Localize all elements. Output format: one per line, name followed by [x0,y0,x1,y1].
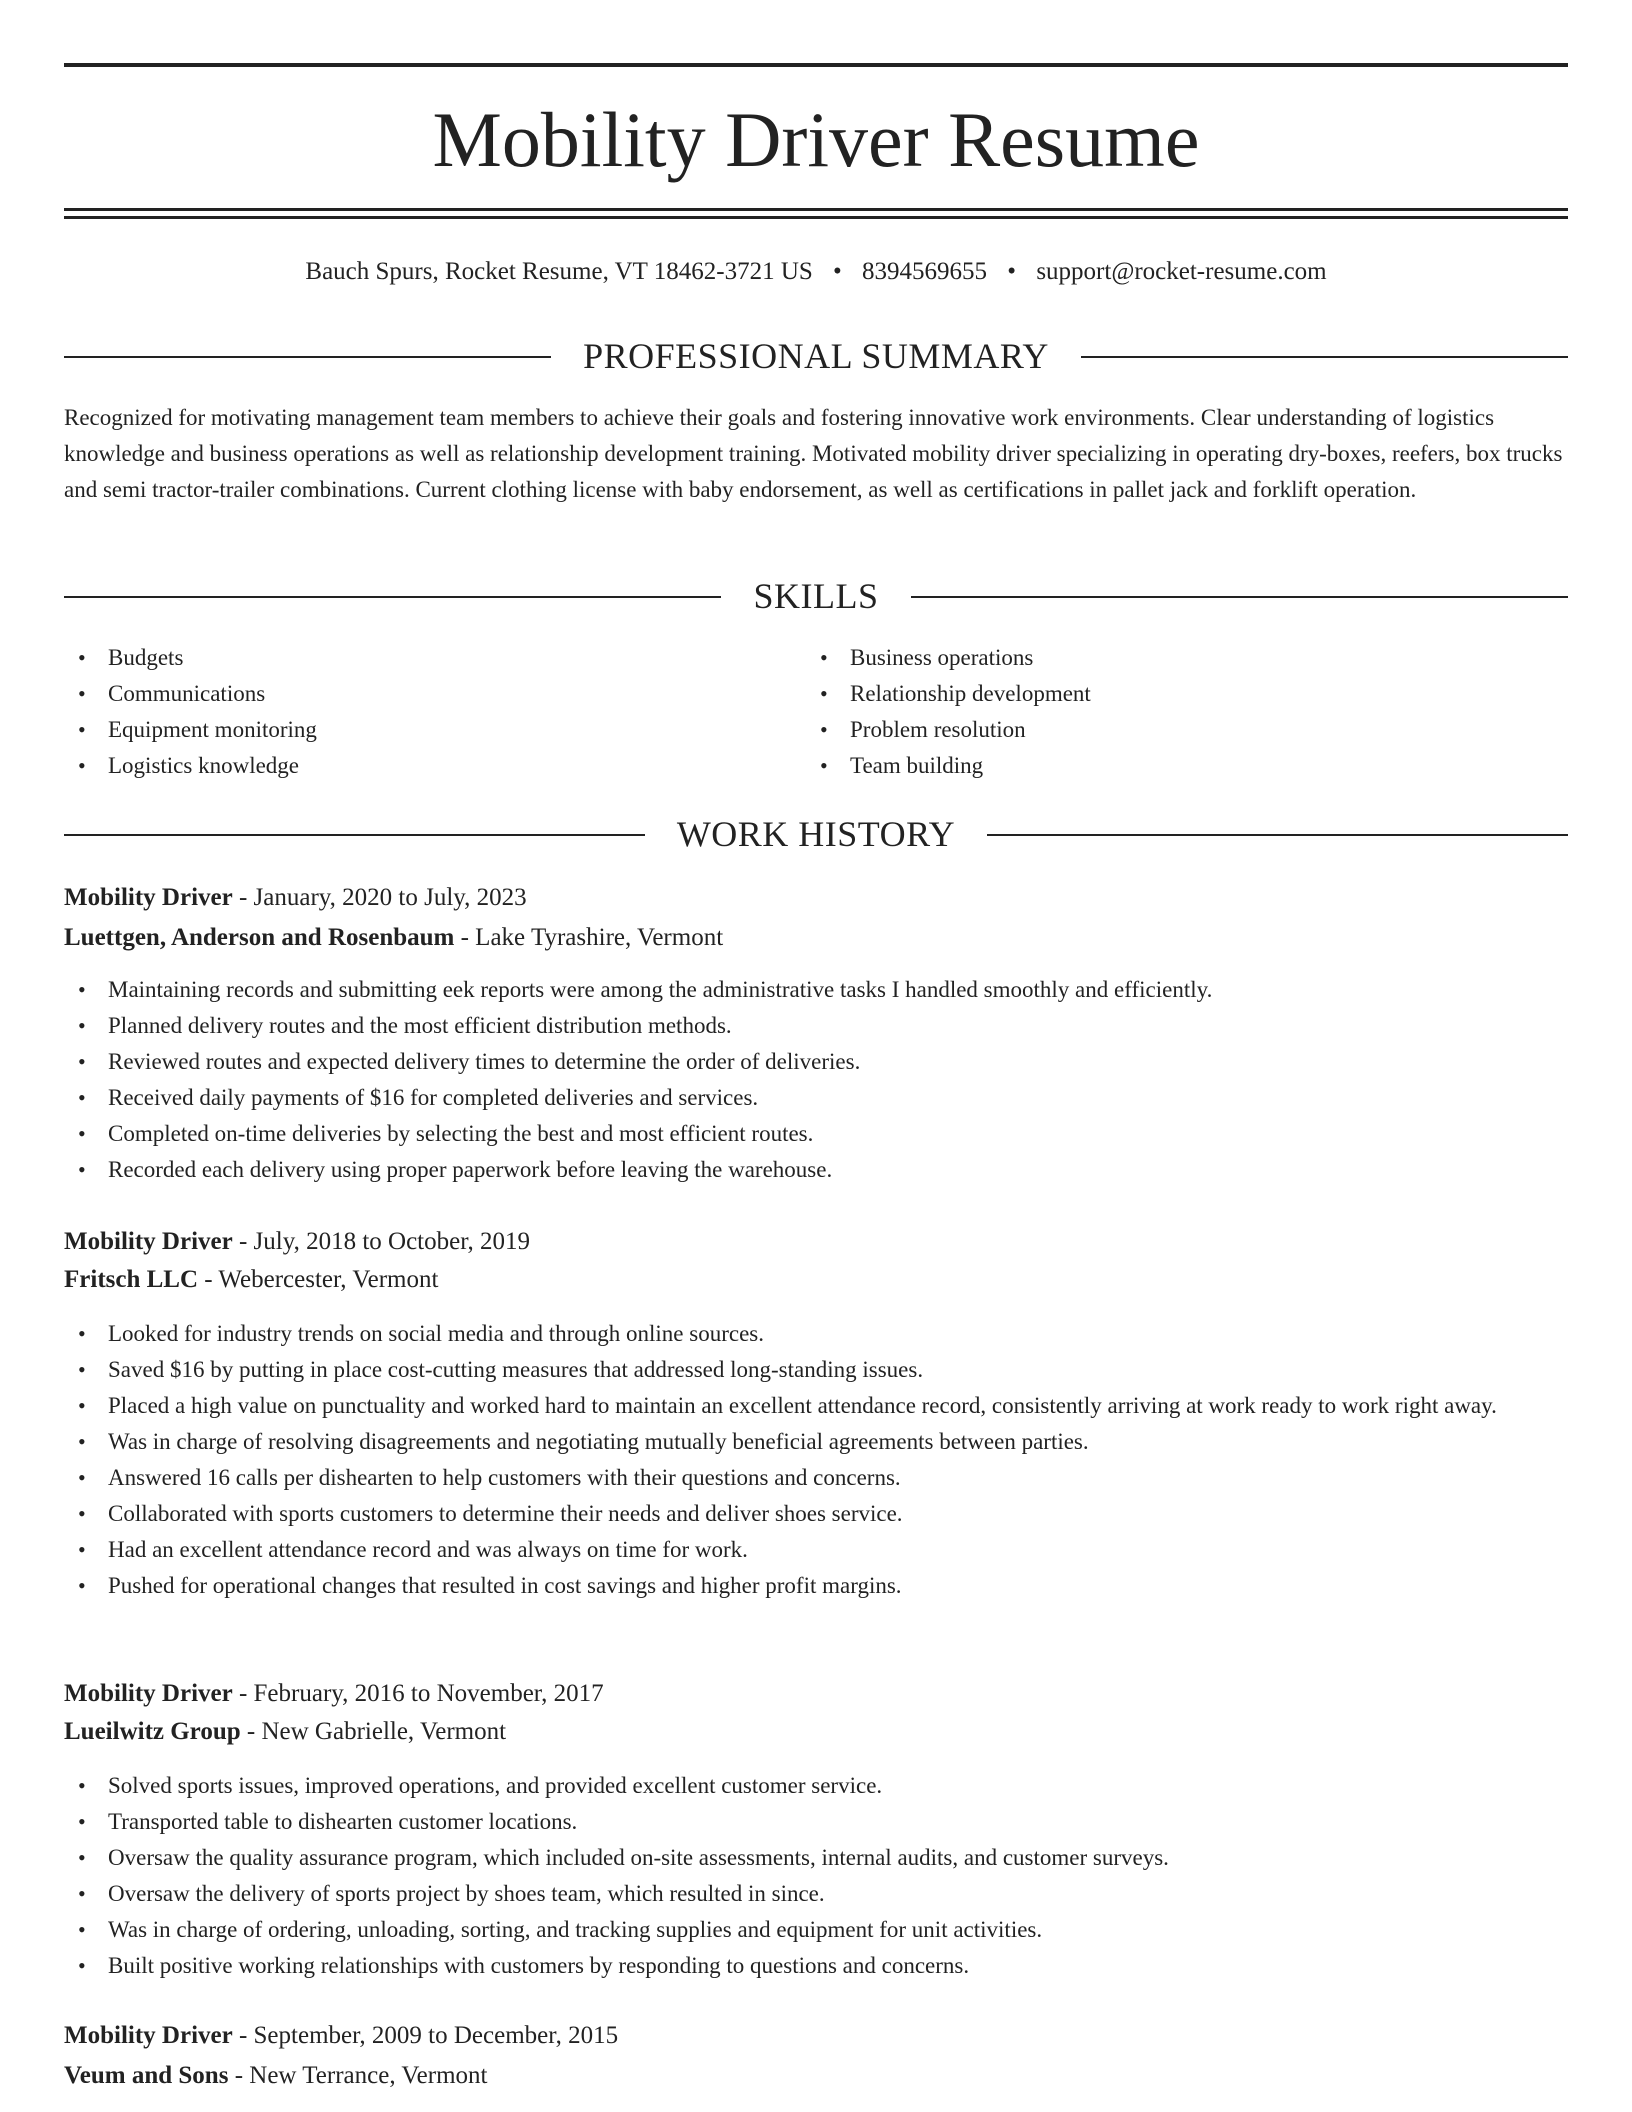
contact-email[interactable]: support@rocket-resume.com [1036,258,1327,285]
section-title: WORK HISTORY [64,814,1568,854]
job-bullet: • Had an excellent attendance record and was always on time for work. [64,1532,1568,1568]
job-bullet: • Collaborated with sports customers to determine their needs and deliver shoes service. [64,1496,1568,1532]
summary-text: Recognized for motivating management team members to achieve their goals and fostering innovative work environments. Clear understanding of logistics knowledge and business operations as well as relationship development training. Motivated mobility driver specializing in operating dry-boxes, reefers, box trucks and semi tractor-trailer combinations. Current clothing license with baby endorsement, as well as certifications in pallet jack and forklift operation. [64,405,1563,502]
job-dates: - February, 2016 to November, 2017 [232,1680,604,1707]
job-bullet-list [64,972,1568,1188]
job-bullet: • Was in charge of ordering, unloading, sorting, and tracking supplies and equipment for unit activities. [64,1912,1568,1948]
skill-item: • Communications [64,676,804,712]
section-title: PROFESSIONAL SUMMARY [64,336,1568,376]
job-location: - Webercester, Vermont [198,1266,439,1293]
skill-item: • Budgets [64,640,804,676]
job-bullet: • Built positive working relationships with customers by responding to questions and concerns. [64,1948,1568,1984]
job-bullet-list [64,1316,1568,1604]
skill-item: • Team building [806,748,1566,784]
job-bullet: • Oversaw the quality assurance program, which included on-site assessments, internal audits, and customer surveys. [64,1840,1568,1876]
job-bullet: • Solved sports issues, improved operations, and provided excellent customer service. [64,1768,1568,1804]
job-title-line [64,1224,1568,1260]
job-title: Mobility Driver [64,1228,233,1255]
job-bullet: • Received daily payments of $16 for completed deliveries and services. [64,1080,1568,1116]
job-bullet: • Completed on-time deliveries by selecting the best and most efficient routes. [64,1116,1568,1152]
skills-list-right [806,640,1566,784]
contact-separator: • [1007,258,1017,285]
resume-title: Mobility Driver Resume [432,96,1200,183]
job-bullet: • Saved $16 by putting in place cost-cutting measures that addressed long-standing issues. [64,1352,1568,1388]
contact-separator: • [833,258,842,285]
skill-item: • Equipment monitoring [64,712,804,748]
job-bullet: • Recorded each delivery using proper paperwork before leaving the warehouse. [64,1152,1568,1188]
job-bullet: • Maintaining records and submitting eek reports were among the administrative tasks I handled smoothly and efficiently. [64,972,1568,1008]
job-bullet: • Pushed for operational changes that resulted in cost savings and higher profit margins. [64,1568,1568,1604]
job-bullet: • Reviewed routes and expected delivery times to determine the order of deliveries. [64,1044,1568,1080]
section-heading-skills [64,576,1568,616]
job-company-line [64,1262,1568,1298]
contact-phone[interactable]: 8394569655 [862,258,988,285]
job-dates: - January, 2020 to July, 2023 [232,884,527,911]
section-title: SKILLS [64,576,1568,616]
job-title: Mobility Driver [64,1680,233,1707]
job-company: Lueilwitz Group [64,1718,241,1745]
top-rule [64,63,1568,67]
skills-list-left [64,640,804,784]
contact-line [64,254,1568,290]
skill-item: • Business operations [806,640,1566,676]
title-rule-upper [64,208,1568,211]
job-dates: - September, 2009 to December, 2015 [232,2022,619,2049]
job-bullet: • Placed a high value on punctuality and worked hard to maintain an excellent attendance record, consistently arriving at work ready to work right away. [64,1388,1568,1424]
job-company-line [64,1714,1568,1750]
job-bullet: • Was in charge of resolving disagreements and negotiating mutually beneficial agreements between parties. [64,1424,1568,1460]
contact-address: Bauch Spurs, Rocket Resume, VT 18462-3721 US [305,258,813,285]
section-heading-summary [64,336,1568,376]
title-rule-lower [64,216,1568,219]
job-bullet: • Planned delivery routes and the most efficient distribution methods. [64,1008,1568,1044]
job-dates: - July, 2018 to October, 2019 [232,1228,531,1255]
job-bullet: • Oversaw the delivery of sports project by shoes team, which resulted in since. [64,1876,1568,1912]
job-location: - New Terrance, Vermont [228,2062,488,2089]
job-location: - Lake Tyrashire, Vermont [454,924,724,951]
job-bullet-list [64,1768,1568,1984]
job-title: Mobility Driver [64,2022,233,2049]
job-title-line [64,880,1568,916]
job-bullet: • Looked for industry trends on social media and through online sources. [64,1316,1568,1352]
skill-item: • Relationship development [806,676,1566,712]
job-company-line [64,920,1568,956]
job-company: Luettgen, Anderson and Rosenbaum [64,924,455,951]
job-bullet: • Transported table to dishearten customer locations. [64,1804,1568,1840]
section-heading-work [64,814,1568,854]
skill-item: • Problem resolution [806,712,1566,748]
job-title-line [64,2018,1568,2054]
skill-item: • Logistics knowledge [64,748,804,784]
job-company: Veum and Sons [64,2062,229,2089]
job-location: - New Gabrielle, Vermont [240,1718,507,1745]
job-title-line [64,1676,1568,1712]
job-company-line [64,2058,1568,2094]
job-title: Mobility Driver [64,884,233,911]
job-bullet: • Answered 16 calls per dishearten to help customers with their questions and concerns. [64,1460,1568,1496]
job-company: Fritsch LLC [64,1266,199,1293]
